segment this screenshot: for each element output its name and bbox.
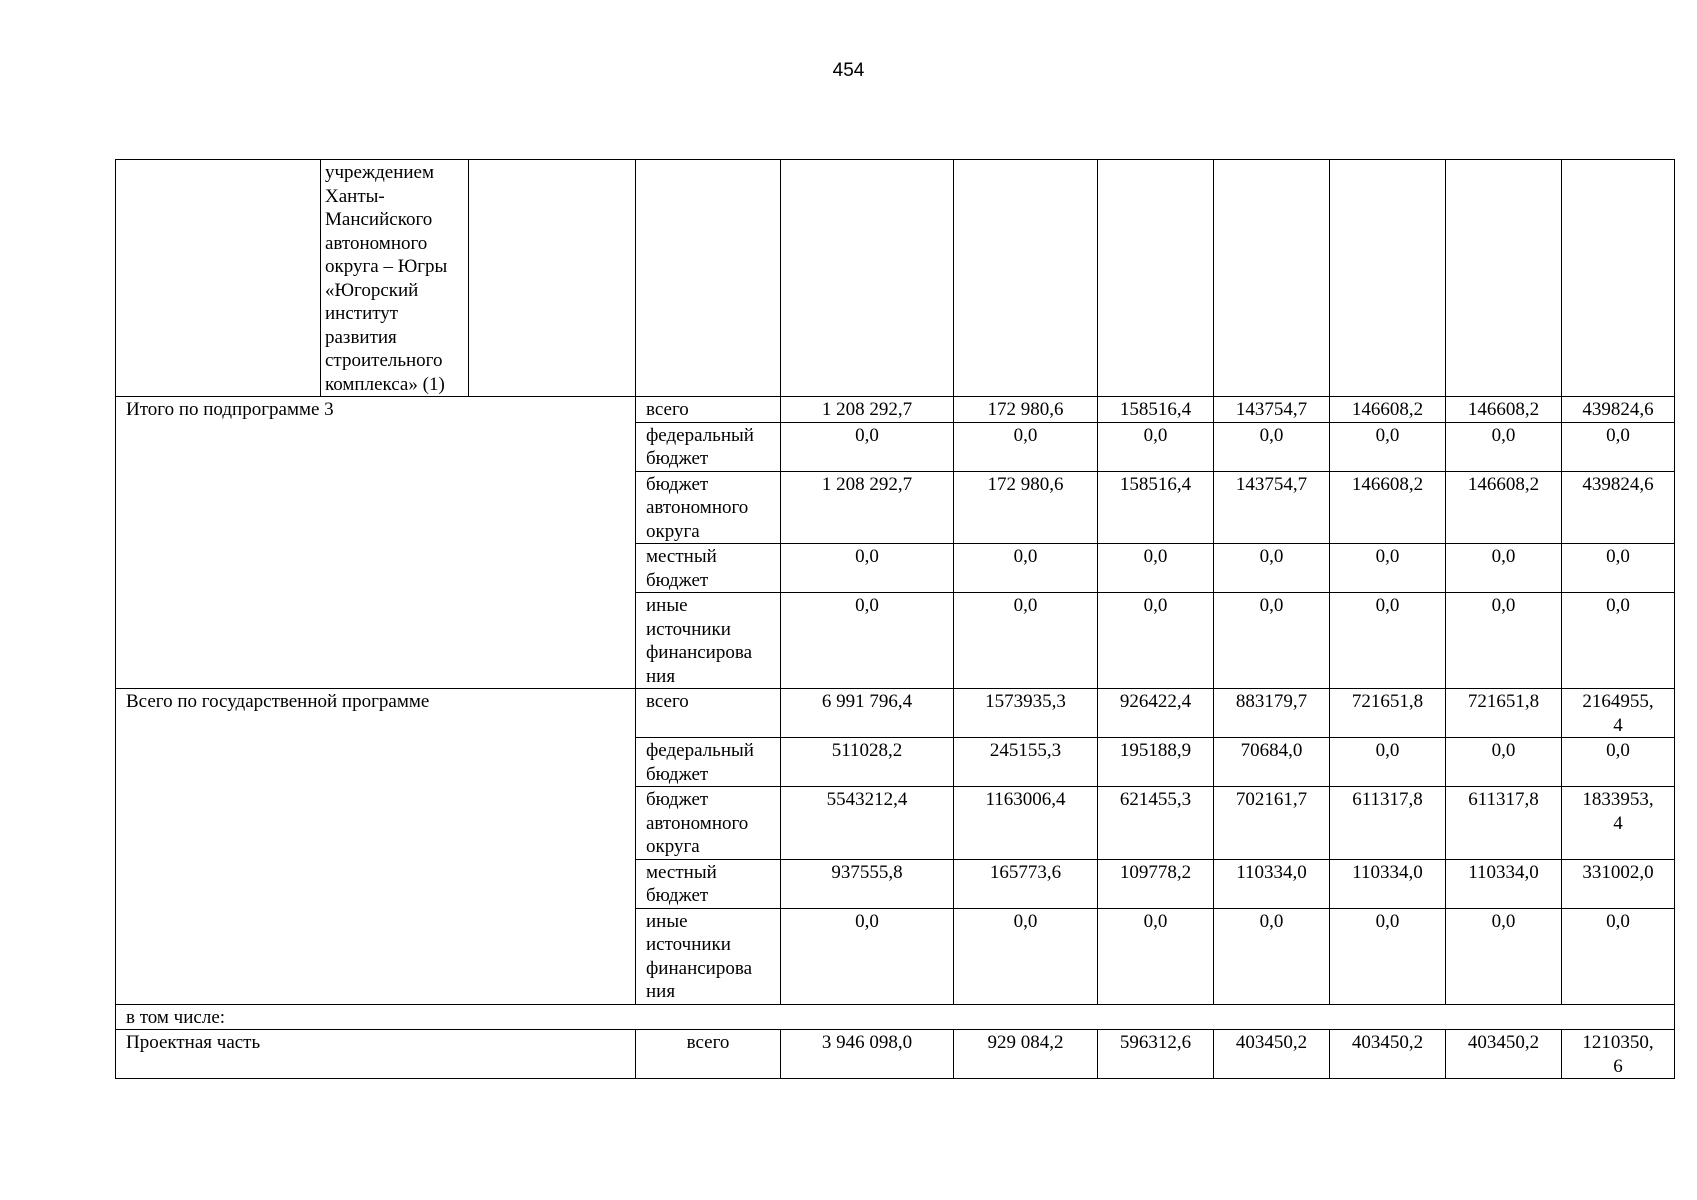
amount-cell: 937555,8 [781,859,954,908]
institution-line: учреждением [325,162,435,183]
amount-cell: 146608,2 [1446,471,1562,544]
funding-source-cell: всего [636,1030,781,1079]
amount-cell: 0,0 [1214,593,1330,689]
funding-source-line: ния [646,981,676,1002]
empty-cell [116,160,321,397]
amount-cell: 0,0 [954,422,1098,471]
amount-cell: 0,0 [781,544,954,593]
funding-source-line: бюджет [646,473,709,495]
funding-source-line: бюджет [646,789,709,810]
amount-cell: 0,0 [1562,738,1675,787]
amount-cell: 0,0 [1446,422,1562,471]
amount-cell: 439824,6 [1562,397,1675,423]
amount-cell: 0,0 [1330,593,1446,689]
amount-cell: 511028,2 [781,738,954,787]
financing-table [115,159,1675,1079]
funding-source-line: местный [646,546,717,567]
institution-line: Ханты- [325,185,385,207]
amount-cell: 6 991 796,4 [781,689,954,738]
funding-source-line: иные [646,910,688,932]
funding-source-line: федеральный [646,740,754,761]
funding-source-cell [636,787,781,860]
amount-cell: 0,0 [1214,908,1330,1004]
amount-cell: 0,0 [781,422,954,471]
amount-cell: 143754,7 [1214,397,1330,423]
subprogram3-row [116,397,1675,423]
amount-cell: 721651,8 [1330,689,1446,738]
empty-cell [1446,160,1562,397]
state-program-row [116,689,1675,738]
funding-source-cell [636,689,781,738]
amount-cell: 110334,0 [1214,859,1330,908]
amount-cell: 172 980,6 [954,397,1098,423]
institution-line: комплекса» (1) [325,373,445,395]
amount-cell: 611317,8 [1446,787,1562,860]
amount-cell: 143754,7 [1214,471,1330,544]
institution-line: институт [325,303,399,324]
funding-source-line: финансирова [646,957,753,979]
amount-cell: 0,0 [954,593,1098,689]
amount-cell: 702161,7 [1214,787,1330,860]
amount-cell: 0,0 [1446,908,1562,1004]
funding-source-line: источники [646,618,731,640]
funding-source-line: бюджет [646,448,709,469]
amount-cell: 929 084,2 [954,1030,1098,1079]
amount-cell: 403450,2 [1330,1030,1446,1079]
amount-cell: 721651,8 [1446,689,1562,738]
amount-cell: 0,0 [1214,544,1330,593]
amount-cell: 1210350, 6 [1562,1030,1675,1079]
amount-cell: 0,0 [1446,593,1562,689]
state-program-label: Всего по государственной программе [116,689,636,1005]
funding-source-line: местный [646,861,717,883]
funding-source-line: всего [646,691,689,712]
amount-cell: 1 208 292,7 [781,471,954,544]
amount-cell: 0,0 [781,593,954,689]
institution-line: автономного [325,232,428,254]
amount-cell: 70684,0 [1214,738,1330,787]
amount-cell: 0,0 [1330,544,1446,593]
amount-cell: 611317,8 [1330,787,1446,860]
empty-cell [954,160,1098,397]
institution-text [321,160,469,396]
funding-source-cell [636,593,781,689]
amount-cell: 0,0 [1330,908,1446,1004]
funding-source-line: округа [646,836,700,857]
amount-cell: 109778,2 [1098,859,1214,908]
empty-cell [1214,160,1330,397]
funding-source-line: федеральный [646,424,754,446]
amount-cell: 0,0 [1098,544,1214,593]
amount-cell: 0,0 [1330,738,1446,787]
amount-cell: 403450,2 [1446,1030,1562,1079]
amount-cell: 195188,9 [1098,738,1214,787]
including-label: в том числе: [116,1004,1675,1030]
institution-line: округа – Югры [325,256,448,277]
funding-source-line: источники [646,934,731,955]
including-row [116,1004,1675,1030]
amount-cell: 158516,4 [1098,471,1214,544]
amount-cell: 1163006,4 [954,787,1098,860]
page-number: 454 [832,60,865,81]
amount-cell: 0,0 [1446,738,1562,787]
amount-cell: 1833953, 4 [1562,787,1675,860]
amount-cell: 403450,2 [1214,1030,1330,1079]
amount-cell: 596312,6 [1098,1030,1214,1079]
amount-cell: 0,0 [954,544,1098,593]
funding-source-cell [636,544,781,593]
institution-row [116,160,1675,397]
funding-source-line: округа [646,520,700,542]
amount-cell: 926422,4 [1098,689,1214,738]
empty-cell [1562,160,1675,397]
amount-cell: 165773,6 [954,859,1098,908]
amount-cell: 110334,0 [1446,859,1562,908]
amount-cell: 245155,3 [954,738,1098,787]
funding-source-line: иные [646,595,688,616]
empty-cell [1098,160,1214,397]
amount-cell: 146608,2 [1330,397,1446,423]
institution-line: «Югорский [325,279,419,301]
funding-source-cell [636,422,781,471]
amount-cell: 3 946 098,0 [781,1030,954,1079]
funding-source-line: ния [646,665,676,687]
amount-cell: 0,0 [1562,593,1675,689]
funding-source-line: автономного [646,497,749,518]
amount-cell: 0,0 [781,908,954,1004]
institution-line: строительного [325,350,443,371]
funding-source-line: автономного [646,812,749,834]
amount-cell: 2164955, 4 [1562,689,1675,738]
amount-cell: 0,0 [954,908,1098,1004]
institution-cell [321,160,636,397]
funding-source-cell [636,908,781,1004]
amount-cell: 0,0 [1098,593,1214,689]
funding-source-cell [636,471,781,544]
amount-cell: 1 208 292,7 [781,397,954,423]
amount-cell: 0,0 [1098,422,1214,471]
amount-cell: 1573935,3 [954,689,1098,738]
amount-cell: 0,0 [1446,544,1562,593]
amount-cell: 146608,2 [1330,471,1446,544]
funding-source-line: финансирова [646,642,753,663]
empty-cell [1330,160,1446,397]
project-part-label: Проектная часть [116,1030,636,1079]
subprogram3-label: Итого по подпрограмме 3 [116,397,636,689]
amount-cell: 0,0 [1098,908,1214,1004]
amount-cell: 110334,0 [1330,859,1446,908]
empty-cell [636,160,781,397]
amount-cell: 0,0 [1562,908,1675,1004]
empty-cell [781,160,954,397]
amount-cell: 172 980,6 [954,471,1098,544]
funding-source-line: бюджет [646,569,709,591]
funding-source-cell [636,738,781,787]
amount-cell: 146608,2 [1446,397,1562,423]
amount-cell: 158516,4 [1098,397,1214,423]
institution-line: Мансийского [325,209,433,230]
amount-cell: 331002,0 [1562,859,1675,908]
amount-cell: 439824,6 [1562,471,1675,544]
amount-cell: 0,0 [1330,422,1446,471]
amount-cell: 883179,7 [1214,689,1330,738]
funding-source-line: бюджет [646,885,709,906]
funding-source-line: бюджет [646,763,709,785]
amount-cell: 0,0 [1562,422,1675,471]
amount-cell: 621455,3 [1098,787,1214,860]
amount-cell: 0,0 [1214,422,1330,471]
funding-source-line: всего [646,399,689,420]
funding-source-cell [636,859,781,908]
amount-cell: 0,0 [1562,544,1675,593]
funding-source-cell [636,397,781,423]
amount-cell: 5543212,4 [781,787,954,860]
institution-line: развития [325,326,397,348]
project-part-row [116,1030,1675,1079]
